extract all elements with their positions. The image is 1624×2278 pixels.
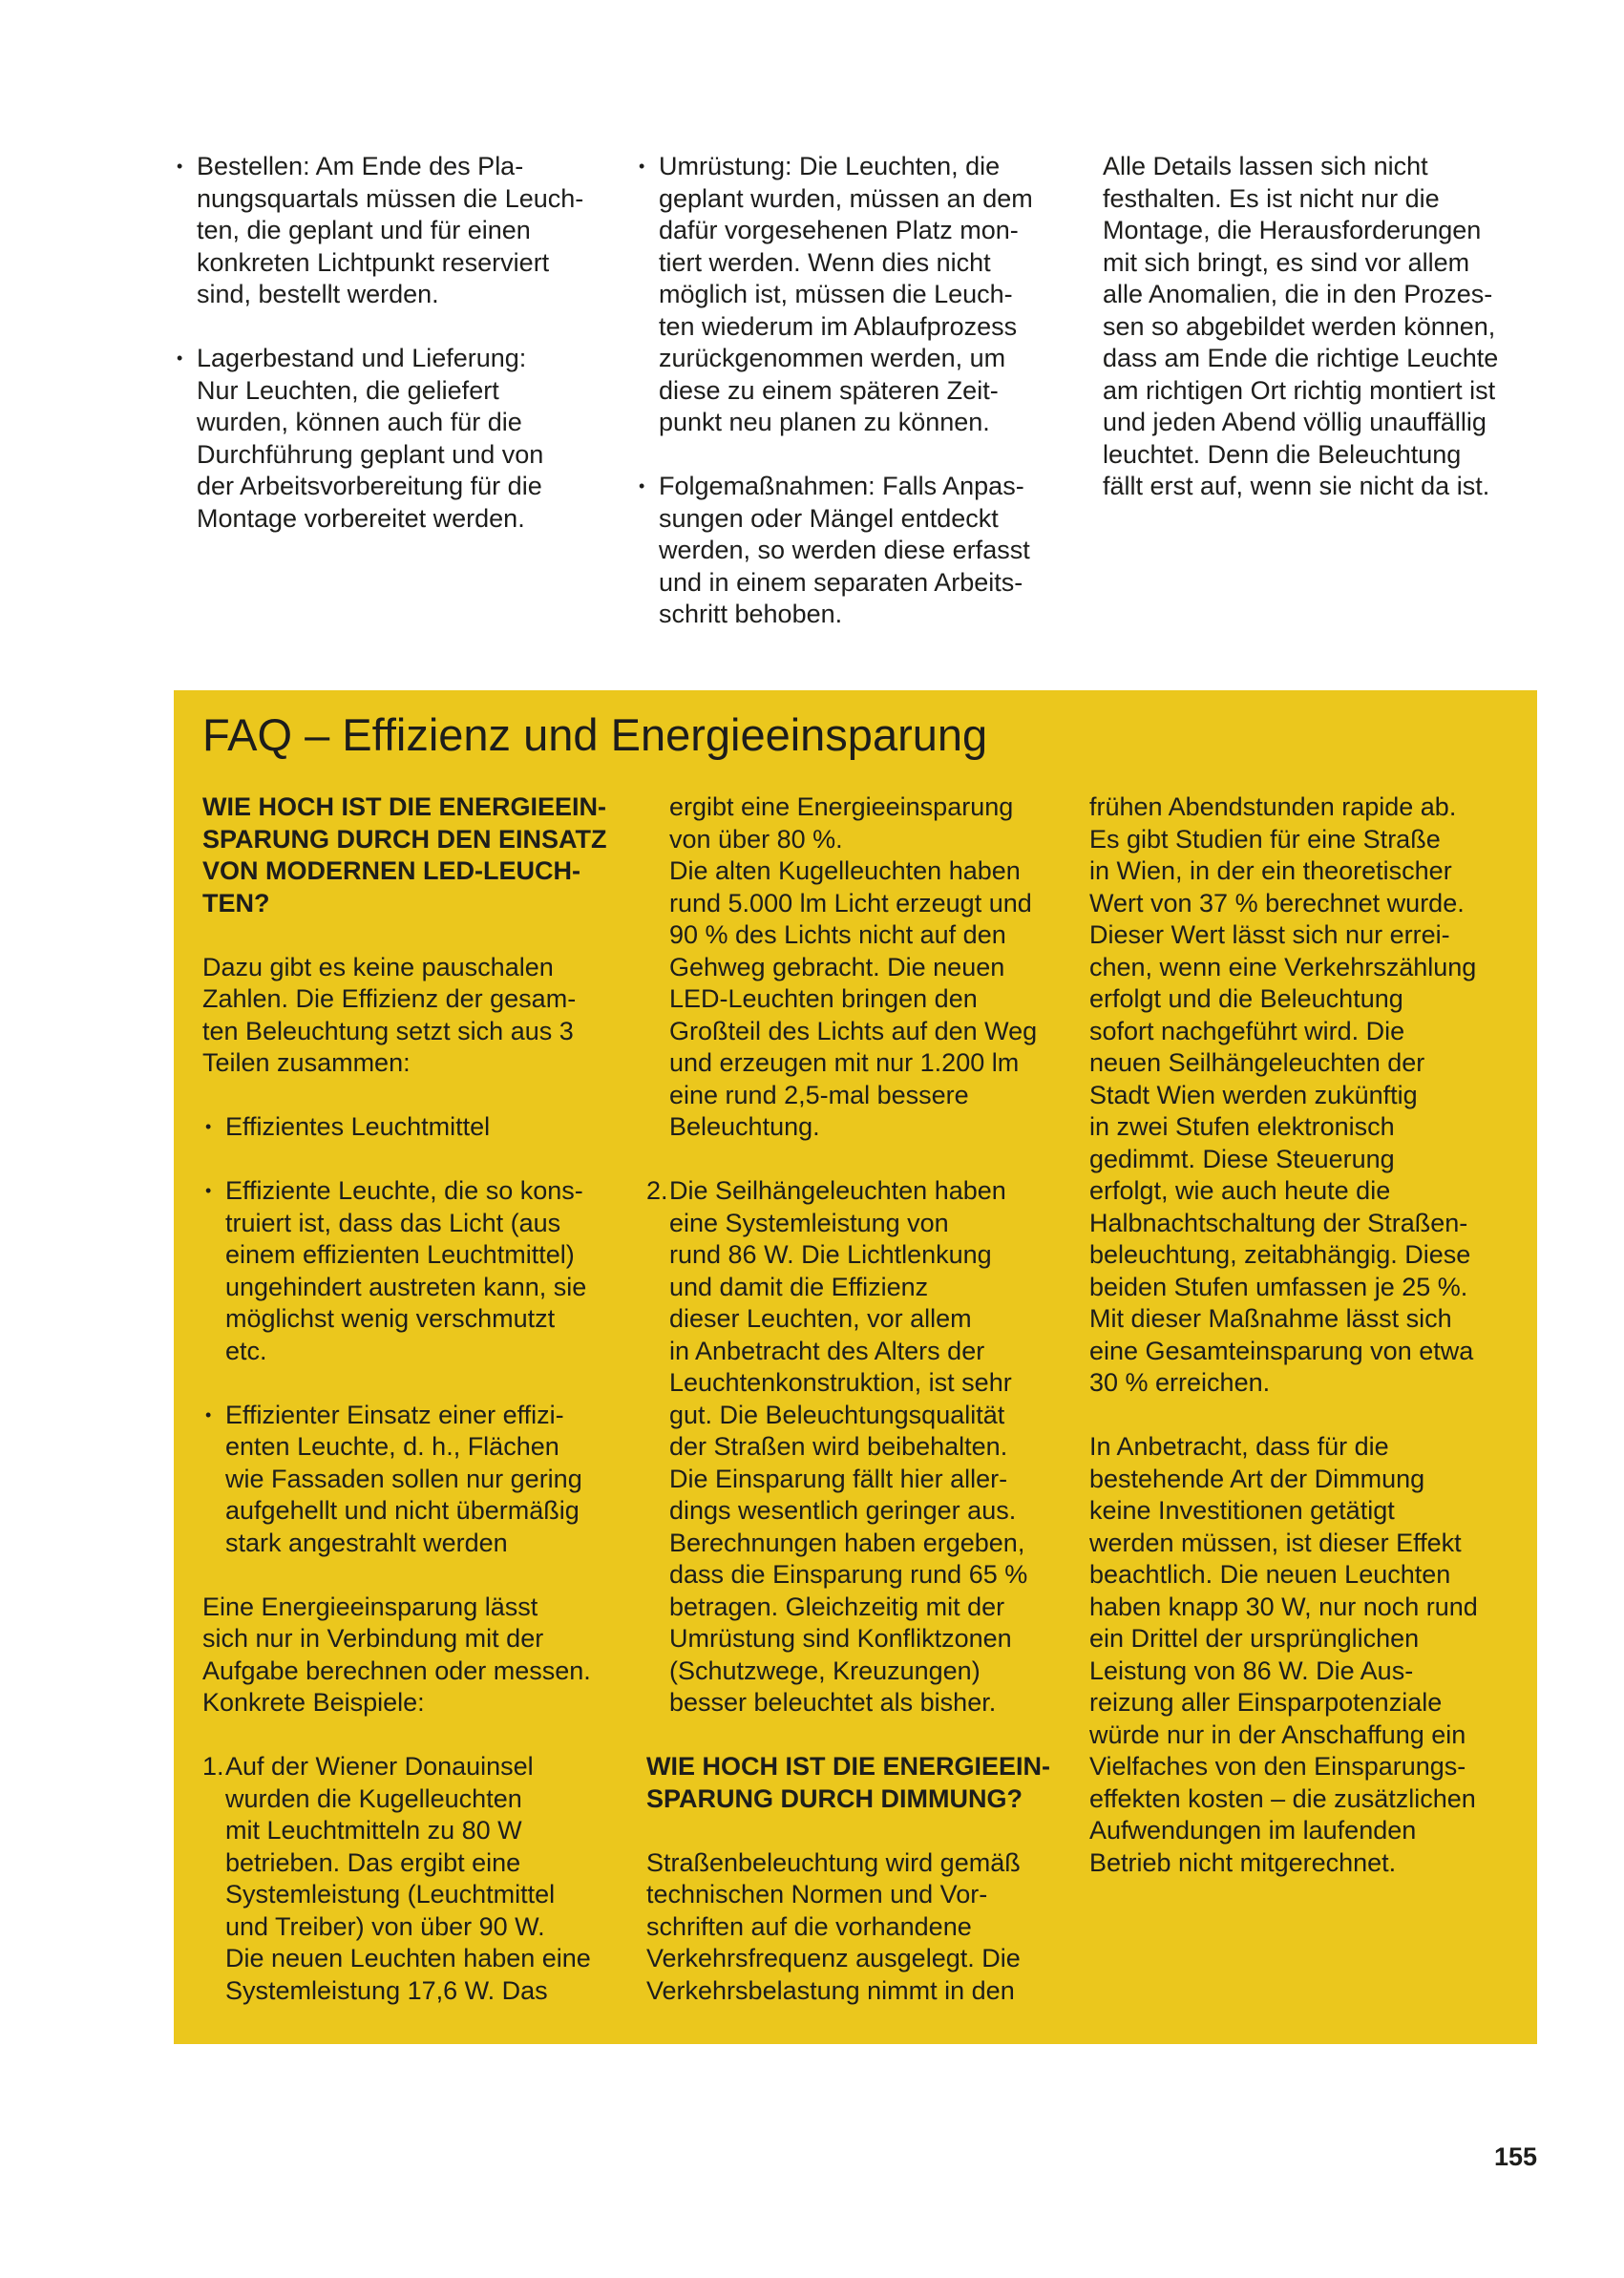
body-paragraph: Eine Energieeinsparung lässt sich nur in Verbindung mit der Aufgabe berechnen oder messen. Konkrete Beispiele:	[202, 1592, 591, 1717]
numbered-item	[202, 1751, 622, 2007]
bullet-item: • Effizientes Leuchtmittel	[202, 1111, 622, 1144]
body-paragraph: Straßenbeleuchtung wird gemäß technischen Normen und Vor- schriften auf die vorhandene Verkehrsfrequenz ausgelegt. Die Verkehrsbelastung nimmt in den	[646, 1847, 1021, 2005]
numbered-item-text: Auf der Wiener Donauinsel wurden die Kugelleuchten mit Leuchtmitteln zu 80 W betrieben. Das ergibt eine Systemleistung (Leuchtmittel und Treiber) von über 90 W. Die neuen Leuchten haben eine Systemleistung 17,6 W. Das	[225, 1752, 591, 2005]
continued-paragraph: ergibt eine Energieeinsparung von über 80 %. Die alten Kugelleuchten haben rund 5.000 lm Licht erzeugt und 90 % des Lichts nicht auf den Gehweg gebracht. Die neuen LED-Leuchten bringen den Großteil des Lichts auf den Weg und erzeugen mit nur 1.200 lm eine rund 2,5-mal bessere Beleuchtung.	[669, 792, 1038, 1141]
bullet-item: • Lagerbestand und Lieferung: Nur Leuchten, die geliefert wurden, können auch für die Durchführung geplant und von der Arbeitsvorbereitung für die Montage vorbereitet werden.	[174, 343, 608, 535]
top-column-1	[174, 151, 608, 535]
bullet-item: • Folgemaßnahmen: Falls Anpas- sungen oder Mängel entdeckt werden, so werden diese erfasst und in einem separaten Arbeits- schritt behoben.	[636, 471, 1075, 631]
bullet-item: • Effizienter Einsatz einer effizi- enten Leuchte, d. h., Flächen wie Fassaden sollen nur gering aufgehellt und nicht übermäßig stark angestrahlt werden	[202, 1400, 622, 1560]
list-number: 2.	[646, 1176, 668, 1205]
bullet-item: • Effiziente Leuchte, die so kons- truiert ist, dass das Licht (aus einem effizienten Leuchtmittel) ungehindert austreten kann, sie möglichst wenig verschmutzt etc.	[202, 1175, 622, 1367]
page-number: 155	[1493, 2142, 1537, 2171]
faq-column-2	[646, 791, 1066, 2007]
body-paragraph: In Anbetracht, dass für die bestehende Art der Dimmung keine Investitionen getätigt werden müssen, ist dieser Effekt beachtlich. Die neuen Leuchten haben knapp 30 W, nur noch rund ein Drittel der ursprünglichen Leistung von 86 W. Die Aus- reizung aller Einsparpotenziale würde nur in der Anschaffung ein Vielfaches von den Einsparungs- effekten kosten – die zusätzlichen Aufwendungen im laufenden Betrieb nicht mitgerechnet.	[1089, 1432, 1478, 1877]
body-paragraph: Dazu gibt es keine pauschalen Zahlen. Die Effizienz der gesam- ten Beleuchtung setzt sich aus 3 Teilen zusammen:	[202, 952, 577, 1077]
bullet-item: • Umrüstung: Die Leuchten, die geplant wurden, müssen an dem dafür vorgesehenen Platz mon- tiert werden. Wenn dies nicht möglich ist, müssen die Leuch- ten wiederum im Ablaufprozess zurückgenommen werden, um diese zu einem späteren Zeit- punkt neu planen zu können.	[636, 151, 1075, 439]
faq-question-heading: WIE HOCH IST DIE ENERGIEEIN- SPARUNG DURCH DIMMUNG?	[646, 1752, 1051, 1813]
faq-title: FAQ – Effizienz und Energieeinsparung	[202, 709, 988, 760]
bullet-item: • Bestellen: Am Ende des Pla- nungsquartals müssen die Leuch- ten, die geplant und für einen konkreten Lichtpunkt reserviert sind, bestellt werden.	[174, 151, 608, 311]
top-column-2	[636, 151, 1075, 631]
numbered-item	[646, 1175, 1066, 1719]
faq-column-3	[1089, 791, 1519, 1879]
faq-column-1	[202, 791, 622, 2007]
top-column-3	[1103, 151, 1542, 503]
body-paragraph: frühen Abendstunden rapide ab. Es gibt Studien für eine Straße in Wien, in der ein theoretischer Wert von 37 % berechnet wurde. Dieser Wert lässt sich nur errei- chen, wenn eine Verkehrszählung erfolgt und die Beleuchtung sofort nachgeführt wird. Die neuen Seilhängeleuchten der Stadt Wien werden zukünftig in zwei Stufen elektronisch gedimmt. Diese Steuerung erfolgt, wie auch heute die Halbnachtschaltung der Straßen- beleuchtung, zeitabhängig. Diese beiden Stufen umfassen je 25 %. Mit dieser Maßnahme lässt sich eine Gesamteinsparung von etwa 30 % erreichen.	[1089, 792, 1477, 1397]
body-paragraph: Alle Details lassen sich nicht festhalten. Es ist nicht nur die Montage, die Herausforderungen mit sich bringt, es sind vor allem alle Anomalien, die in den Prozes- sen so abgebildet werden können, dass am Ende die richtige Leuchte am richtigen Ort richtig montiert ist und jeden Abend völlig unauffällig leuchtet. Denn die Beleuchtung fällt erst auf, wenn sie nicht da ist.	[1103, 152, 1499, 500]
numbered-item-text: Die Seilhängeleuchten haben eine Systemleistung von rund 86 W. Die Lichtlenkung und damit die Effizienz dieser Leuchten, vor allem in Anbetracht des Alters der Leuchtenkonstruktion, ist sehr gut. Die Beleuchtungsqualität der Straßen wird beibehalten. Die Einsparung fällt hier aller- dings wesentlich geringer aus. Berechnungen haben ergeben, dass die Einsparung rund 65 % betragen. Gleichzeitig mit der Umrüstung sind Konfliktzonen (Schutzwege, Kreuzungen) besser beleuchtet als bisher.	[669, 1176, 1028, 1717]
list-number: 1.	[202, 1752, 224, 1781]
faq-question-heading: WIE HOCH IST DIE ENERGIEEIN- SPARUNG DURCH DEN EINSATZ VON MODERNEN LED-LEUCH- TEN?	[202, 792, 607, 918]
